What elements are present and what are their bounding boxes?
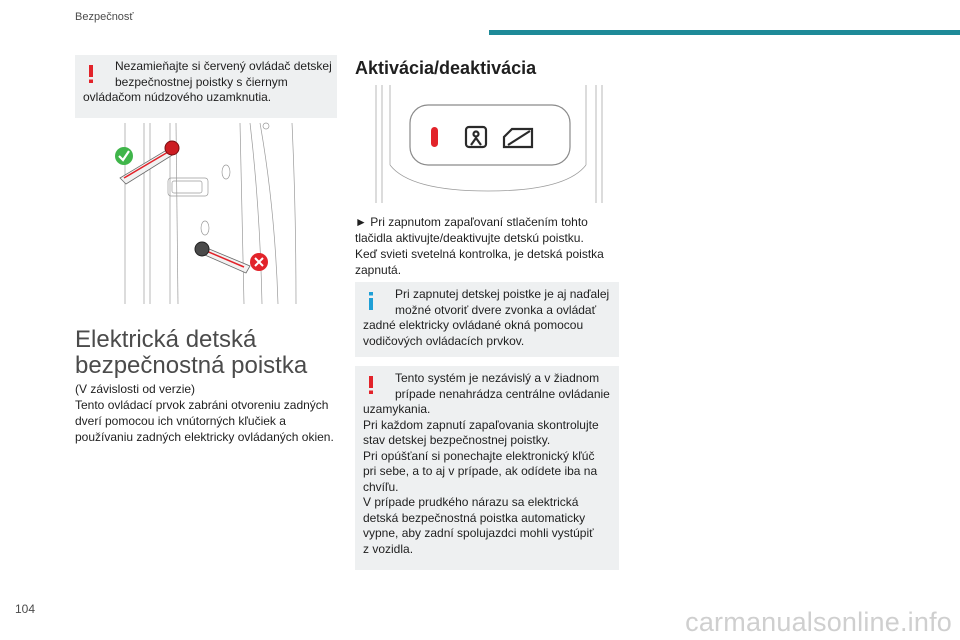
child-lock-description: (V závislosti od verzie) Tento ovládací prvok zabráni otvoreniu zadných dverí pomocou ich vnútorných kľučiek a používaniu zadných elektricky ovládaných okien. bbox=[75, 382, 334, 444]
emergency-lock-control-wrong bbox=[195, 242, 268, 273]
warning-note-line: bezpečnostnej poistky s čiernym bbox=[115, 74, 288, 89]
header-accent-bar bbox=[489, 30, 960, 35]
warning-note-line: Nezamieňajte si červený ovládač detskej bbox=[115, 59, 332, 73]
warning-note-left bbox=[75, 55, 337, 118]
door-child-lock-illustration bbox=[110, 118, 300, 308]
indicator-light-icon bbox=[431, 127, 438, 147]
child-lock-button-illustration bbox=[370, 85, 610, 207]
activation-instructions: ► Pri zapnutom zapaľovaní stlačením tohto tlačidla aktivujte/deaktivujte detskú poistku. Keď svieti svetelná kontrolka, je detská poistka zapnutá. bbox=[355, 215, 604, 277]
warning-note-line: ovládačom núdzového uzamknutia. bbox=[83, 90, 272, 104]
warning-note-right: Tento systém je nezávislý a v žiadnom prípade nenahrádza centrálne ovládanie uzamykania. Pri každom zapnutí zapaľovania skontrolujte stav detskej bezpečnostnej poistky. Pri opúšťaní si ponechajte elektronický kľúč pri sebe, a to aj v prípade, ak odídete iba na chvíľu. V prípade prudkého nárazu sa elektrická detská bezpečnostná poistka automaticky vypne, aby zadní spolujazdci mohli vystúpiť z vozidla. bbox=[355, 366, 619, 570]
section-title-electric-child-lock: Elektrická detská bezpečnostná poistka bbox=[75, 326, 308, 379]
section-heading-activation: Aktivácia/deaktivácia bbox=[355, 58, 537, 78]
watermark: carmanualsonline.info bbox=[685, 607, 952, 637]
header-section-label: Bezpečnosť bbox=[75, 11, 134, 23]
info-note: Pri zapnutej detskej poistke je aj naďalej možné otvoriť dvere zvonka a ovládať zadné elektricky ovládané okná pomocou vodičových ovládacích prvkov. bbox=[355, 282, 619, 357]
child-lock-control-correct bbox=[115, 141, 179, 184]
page-number: 104 bbox=[15, 602, 36, 616]
